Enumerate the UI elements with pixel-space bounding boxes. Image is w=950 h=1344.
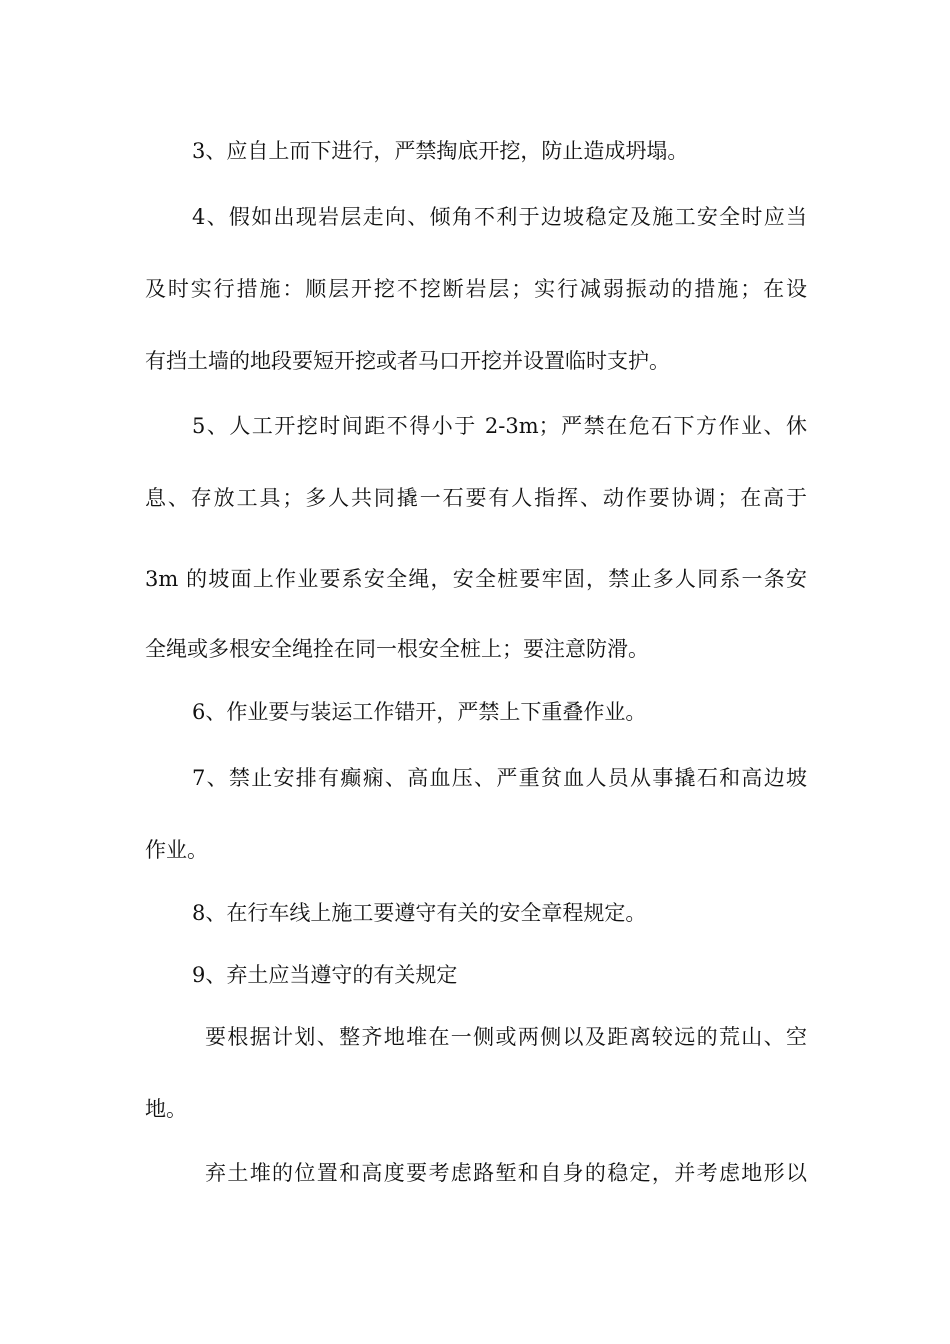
text-line: 全绳或多根安全绳拴在同一根安全桩上；要注意防滑。 xyxy=(145,637,649,661)
text-line: 地。 xyxy=(145,1097,187,1121)
text-line: 8、在行车线上施工要遵守有关的安全章程规定。 xyxy=(192,901,647,925)
text-line: 6、作业要与装运工作错开，严禁上下重叠作业。 xyxy=(192,700,647,724)
text-line: 及时实行措施：顺层开挖不挖断岩层；实行减弱振动的措施；在设 xyxy=(145,277,807,301)
text-line: 作业。 xyxy=(145,838,208,862)
text-line: 5、人工开挖时间距不得小于 2-3m；严禁在危石下方作业、休 xyxy=(192,414,807,438)
text-line: 4、假如出现岩层走向、倾角不利于边坡稳定及施工安全时应当 xyxy=(192,205,807,229)
text-line: 有挡土墙的地段要短开挖或者马口开挖并设置临时支护。 xyxy=(145,349,670,373)
text-line: 息、存放工具；多人共同撬一石要有人指挥、动作要协调；在高于 xyxy=(145,486,807,510)
text-line: 要根据计划、整齐地堆在一侧或两侧以及距离较远的荒山、空 xyxy=(205,1025,807,1049)
text-line: 弃土堆的位置和高度要考虑路堑和自身的稳定，并考虑地形以 xyxy=(205,1161,807,1185)
text-line: 3、应自上而下进行，严禁掏底开挖，防止造成坍塌。 xyxy=(192,139,689,163)
text-line: 3m 的坡面上作业要系安全绳，安全桩要牢固，禁止多人同系一条安 xyxy=(145,567,807,591)
text-line: 7、禁止安排有癫痫、高血压、严重贫血人员从事撬石和高边坡 xyxy=(192,766,807,790)
text-line: 9、弃土应当遵守的有关规定 xyxy=(192,963,458,987)
